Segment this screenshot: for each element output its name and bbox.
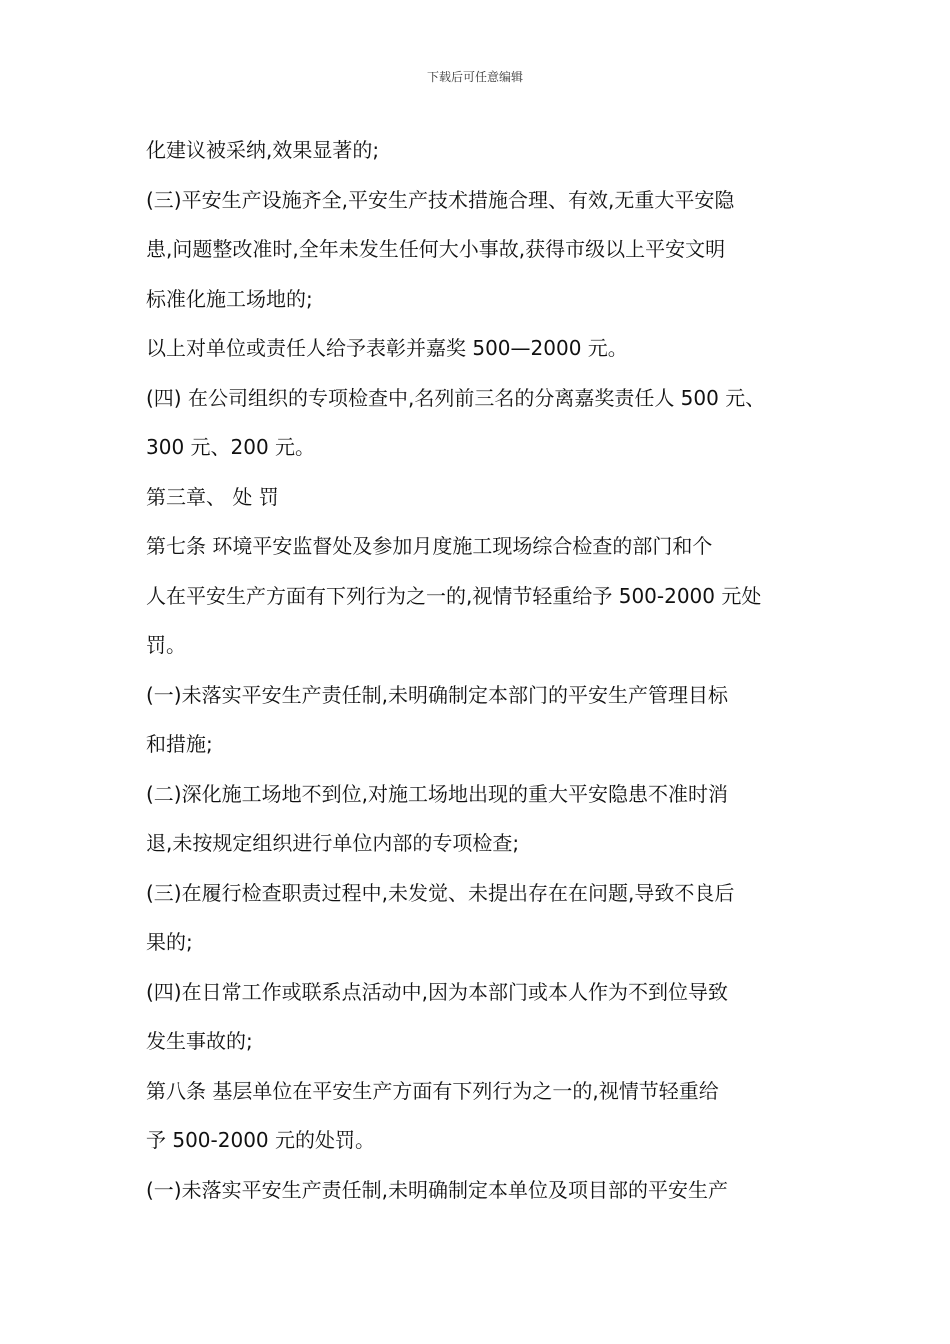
text-line: (四) 在公司组织的专项检查中,名列前三名的分离嘉奖责任人 500 元、 [146,385,766,410]
text-line: 和措施; [146,732,213,756]
text-line: (四)在日常工作或联系点活动中,因为本部门或本人作为不到位导致 [146,979,728,1004]
body-text [146,126,826,1215]
text-line: 患,问题整改准时,全年未发生任何大小事故,获得市级以上平安文明 [146,237,726,261]
text-line: 退,未按规定组织进行单位内部的专项检查; [146,831,520,855]
text-line: 果的; [146,930,193,954]
text-line: 人在平安生产方面有下列行为之一的,视情节轻重给予 500-2000 元处 [146,583,762,608]
page-header: 下载后可任意编辑 [426,70,523,84]
chapter-heading: 第三章、 处 罚 [146,484,279,509]
text-line: (一)未落实平安生产责任制,未明确制定本单位及项目部的平安生产 [146,1177,728,1202]
text-line: (三)平安生产设施齐全,平安生产技术措施合理、有效,无重大平安隐 [146,187,735,212]
text-line: (三)在履行检查职责过程中,未发觉、未提出存在在问题,导致不良后 [146,880,735,905]
text-line: 罚。 [146,633,186,657]
text-line: (一)未落实平安生产责任制,未明确制定本部门的平安生产管理目标 [146,682,728,707]
text-line: 化建议被采纳,效果显著的; [146,138,380,162]
text-line: 300 元、200 元。 [146,435,316,459]
text-line: 第八条 基层单位在平安生产方面有下列行为之一的,视情节轻重给 [146,1078,719,1103]
text-line: (二)深化施工场地不到位,对施工场地出现的重大平安隐患不准时消 [146,781,728,806]
text-line: 以上对单位或责任人给予表彰并嘉奖 500—2000 元。 [146,336,628,360]
text-line: 标准化施工场地的; [146,286,313,311]
text-line: 第七条 环境平安监督处及参加月度施工现场综合检查的部门和个 [146,534,713,558]
text-line: 发生事故的; [146,1029,253,1053]
text-line: 予 500-2000 元的处罚。 [146,1128,376,1152]
